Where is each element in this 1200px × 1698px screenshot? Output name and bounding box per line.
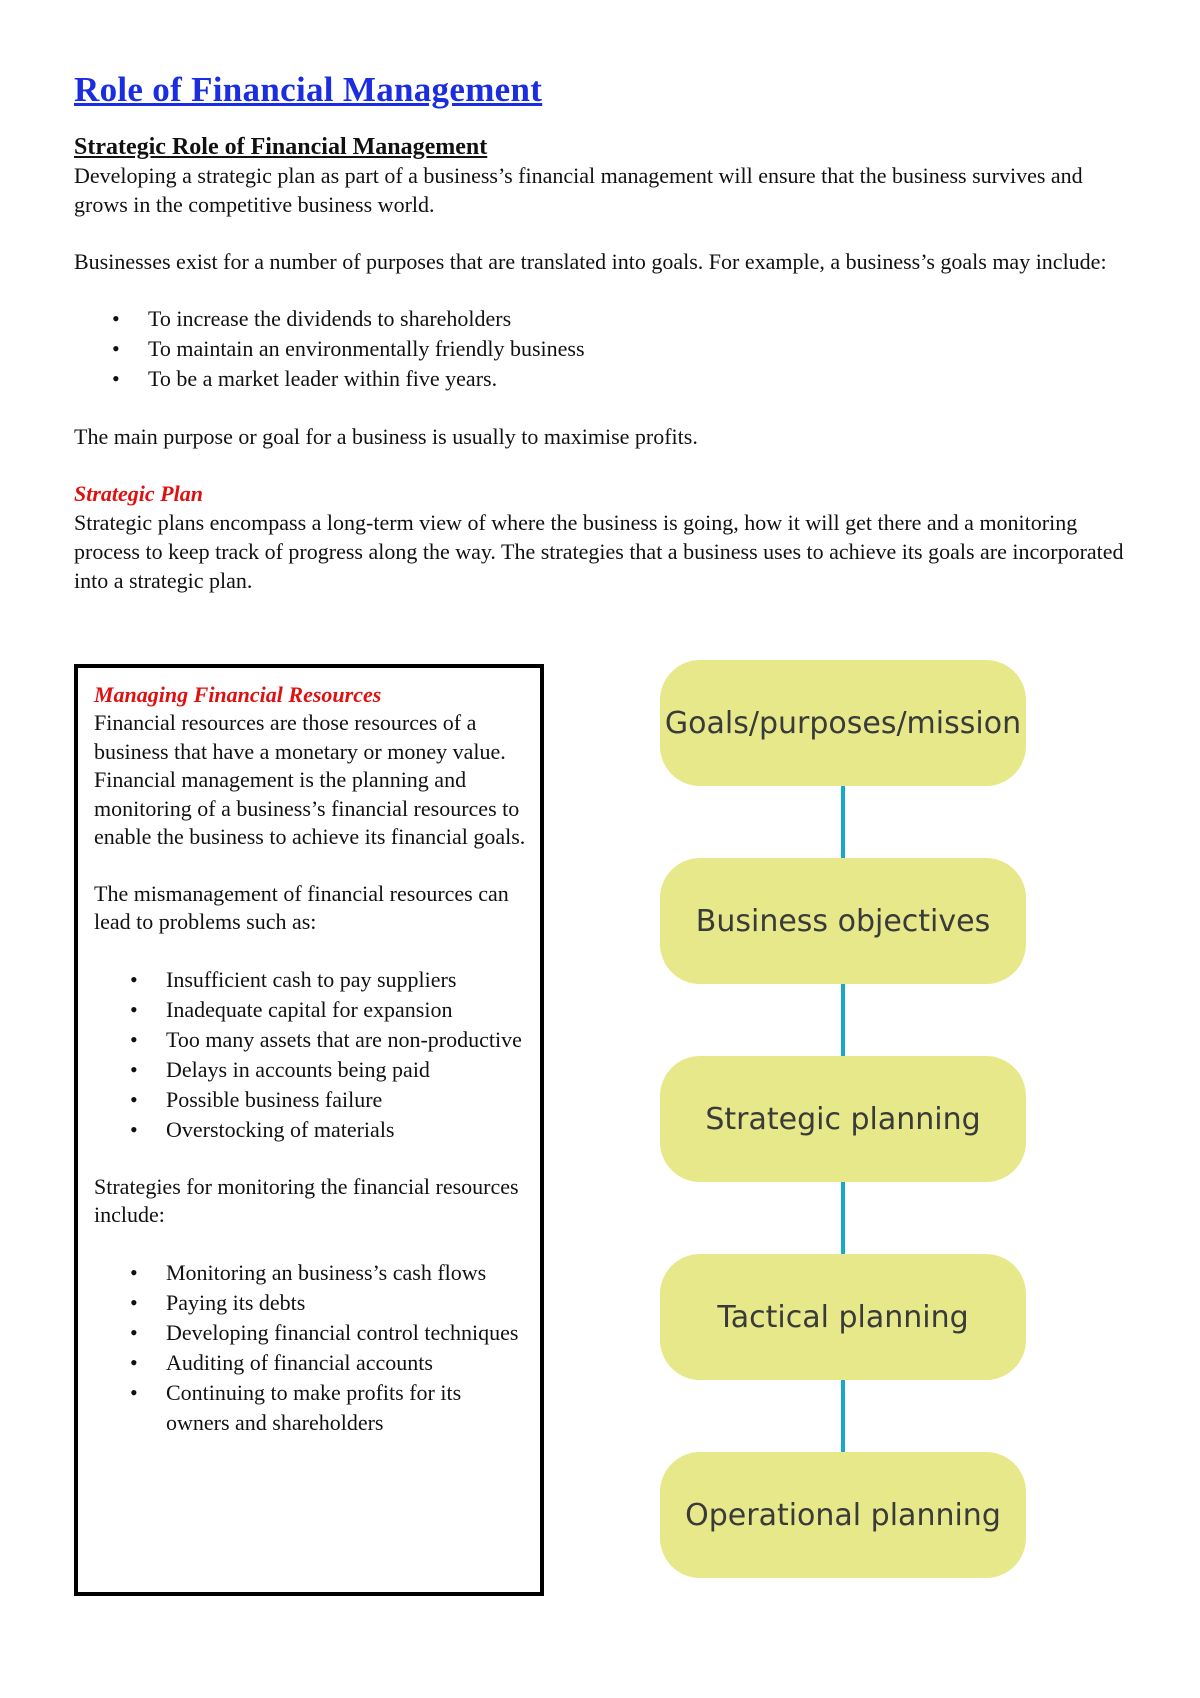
flow-connector [841, 1380, 845, 1452]
strategic-plan-text: Strategic plans encompass a long-term view of where the business is going, how it will get there and a monitoring process to keep track of progress along the way. The strategies that a business uses to achieve its goals are incorporated into a strategic plan. [74, 510, 1124, 593]
intro-paragraph: Developing a strategic plan as part of a business’s financial management will ensure that the business survives and grows in the competitive business world. [74, 163, 1083, 217]
list-item: • To be a market leader within five years. [74, 364, 1134, 394]
strategies-intro: Strategies for monitoring the financial resources include: [94, 1173, 519, 1227]
list-item: • Monitoring an business’s cash flows [94, 1258, 526, 1288]
flow-connector [841, 984, 845, 1056]
flow-step-tactical-planning: Tactical planning [660, 1254, 1026, 1380]
strategic-plan-heading: Strategic Plan [74, 481, 203, 506]
problems-list [94, 965, 526, 1145]
list-item: • Overstocking of materials [94, 1115, 526, 1145]
problems-intro: The mismanagement of financial resources can lead to problems such as: [94, 880, 509, 934]
list-item: • Auditing of financial accounts [94, 1348, 526, 1378]
box-definition: Financial resources are those resources of a business that have a monetary or money value. Financial management is the planning and monitoring of a business’s financial resources to enable the business to achieve its financial goals. [94, 710, 526, 849]
box-heading: Managing Financial Resources [94, 682, 382, 707]
flow-connector [841, 786, 845, 858]
list-item: • Possible business failure [94, 1085, 526, 1115]
flow-step-strategic-planning: Strategic planning [660, 1056, 1026, 1182]
section-heading: Strategic Role of Financial Management [74, 134, 488, 160]
flow-connector [841, 1182, 845, 1254]
planning-flowchart [660, 660, 1026, 1580]
list-item: • To increase the dividends to shareholders [74, 304, 1134, 334]
goals-intro: Businesses exist for a number of purposes that are translated into goals. For example, a business’s goals may include: [74, 249, 1107, 274]
page-content [74, 70, 1134, 595]
list-item: • Too many assets that are non-productive [94, 1025, 526, 1055]
strategies-list [94, 1258, 526, 1438]
list-item: • Delays in accounts being paid [94, 1055, 526, 1085]
list-item: • Inadequate capital for expansion [94, 995, 526, 1025]
flow-step-goals: Goals/purposes/mission [660, 660, 1026, 786]
list-item: • Developing financial control techniques [94, 1318, 526, 1348]
list-item: • Continuing to make profits for its owners and shareholders [94, 1378, 526, 1438]
list-item: • Paying its debts [94, 1288, 526, 1318]
managing-financial-resources-box [74, 664, 544, 1596]
main-purpose: The main purpose or goal for a business is usually to maximise profits. [74, 424, 698, 449]
flow-step-business-objectives: Business objectives [660, 858, 1026, 984]
goals-list [74, 304, 1134, 394]
flow-step-operational-planning: Operational planning [660, 1452, 1026, 1578]
list-item: • To maintain an environmentally friendly business [74, 334, 1134, 364]
list-item: • Insufficient cash to pay suppliers [94, 965, 526, 995]
page-title: Role of Financial Management [74, 70, 543, 109]
